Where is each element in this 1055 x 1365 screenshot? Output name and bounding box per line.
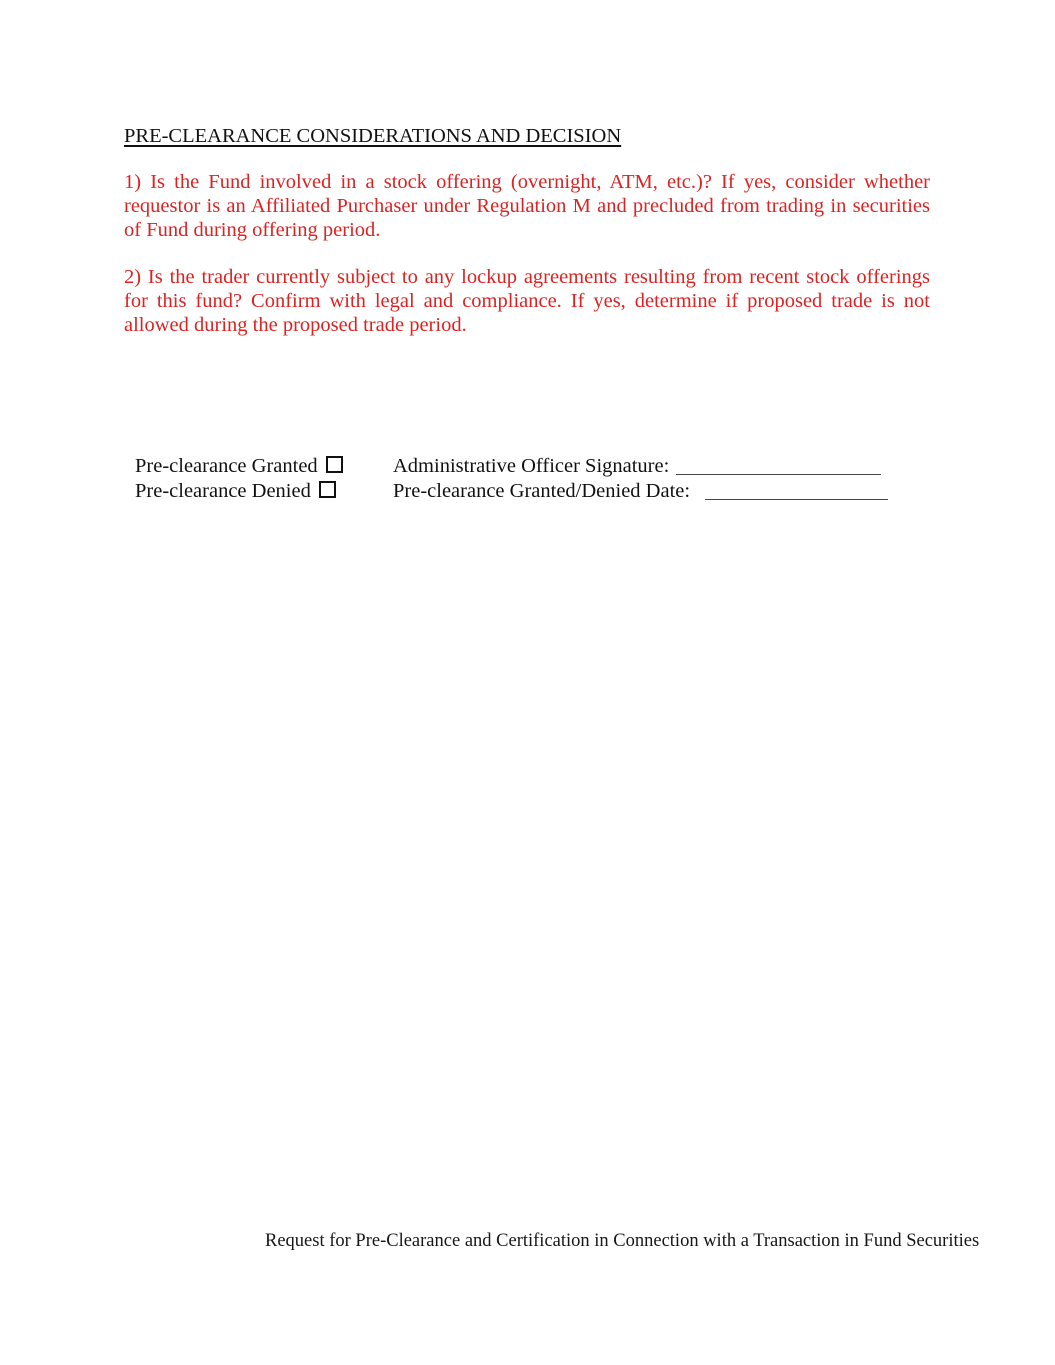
denied-row <box>135 479 393 504</box>
denied-checkbox[interactable] <box>319 481 336 498</box>
signature-row <box>393 454 930 479</box>
footer-title: Request for Pre-Clearance and Certification in Connection with a Transaction in Fund Securities <box>265 1231 980 1251</box>
text-line: for this fund? Confirm with legal and compliance. If yes, determine if proposed trade is not <box>124 290 930 312</box>
decision-block <box>135 454 930 504</box>
text-line: 2) Is the trader currently subject to any lockup agreements resulting from recent stock offerings <box>124 266 930 288</box>
section-heading: PRE-CLEARANCE CONSIDERATIONS AND DECISION <box>124 125 622 147</box>
signature-label: Administrative Officer Signature: <box>393 455 670 477</box>
signature-line[interactable] <box>676 474 881 475</box>
question-paragraph-2 <box>124 265 930 337</box>
granted-checkbox[interactable] <box>326 456 343 473</box>
text-line: 1) Is the Fund involved in a stock offering (overnight, ATM, etc.)? If yes, consider whether <box>124 171 930 193</box>
denied-label: Pre-clearance Denied <box>135 480 311 502</box>
text-line: allowed during the proposed trade period. <box>124 314 467 336</box>
date-row <box>393 479 930 504</box>
pre-clearance-questions <box>124 170 930 360</box>
date-label: Pre-clearance Granted/Denied Date: <box>393 480 691 502</box>
text-line: requestor is an Affiliated Purchaser under Regulation M and precluded from trading in securities <box>124 195 930 217</box>
granted-row <box>135 454 393 479</box>
decision-checkbox-column <box>135 454 393 504</box>
date-line[interactable] <box>705 499 888 500</box>
decision-signature-column <box>393 454 930 504</box>
text-line: of Fund during offering period. <box>124 219 381 241</box>
question-paragraph-1 <box>124 170 930 242</box>
granted-label: Pre-clearance Granted <box>135 455 318 477</box>
